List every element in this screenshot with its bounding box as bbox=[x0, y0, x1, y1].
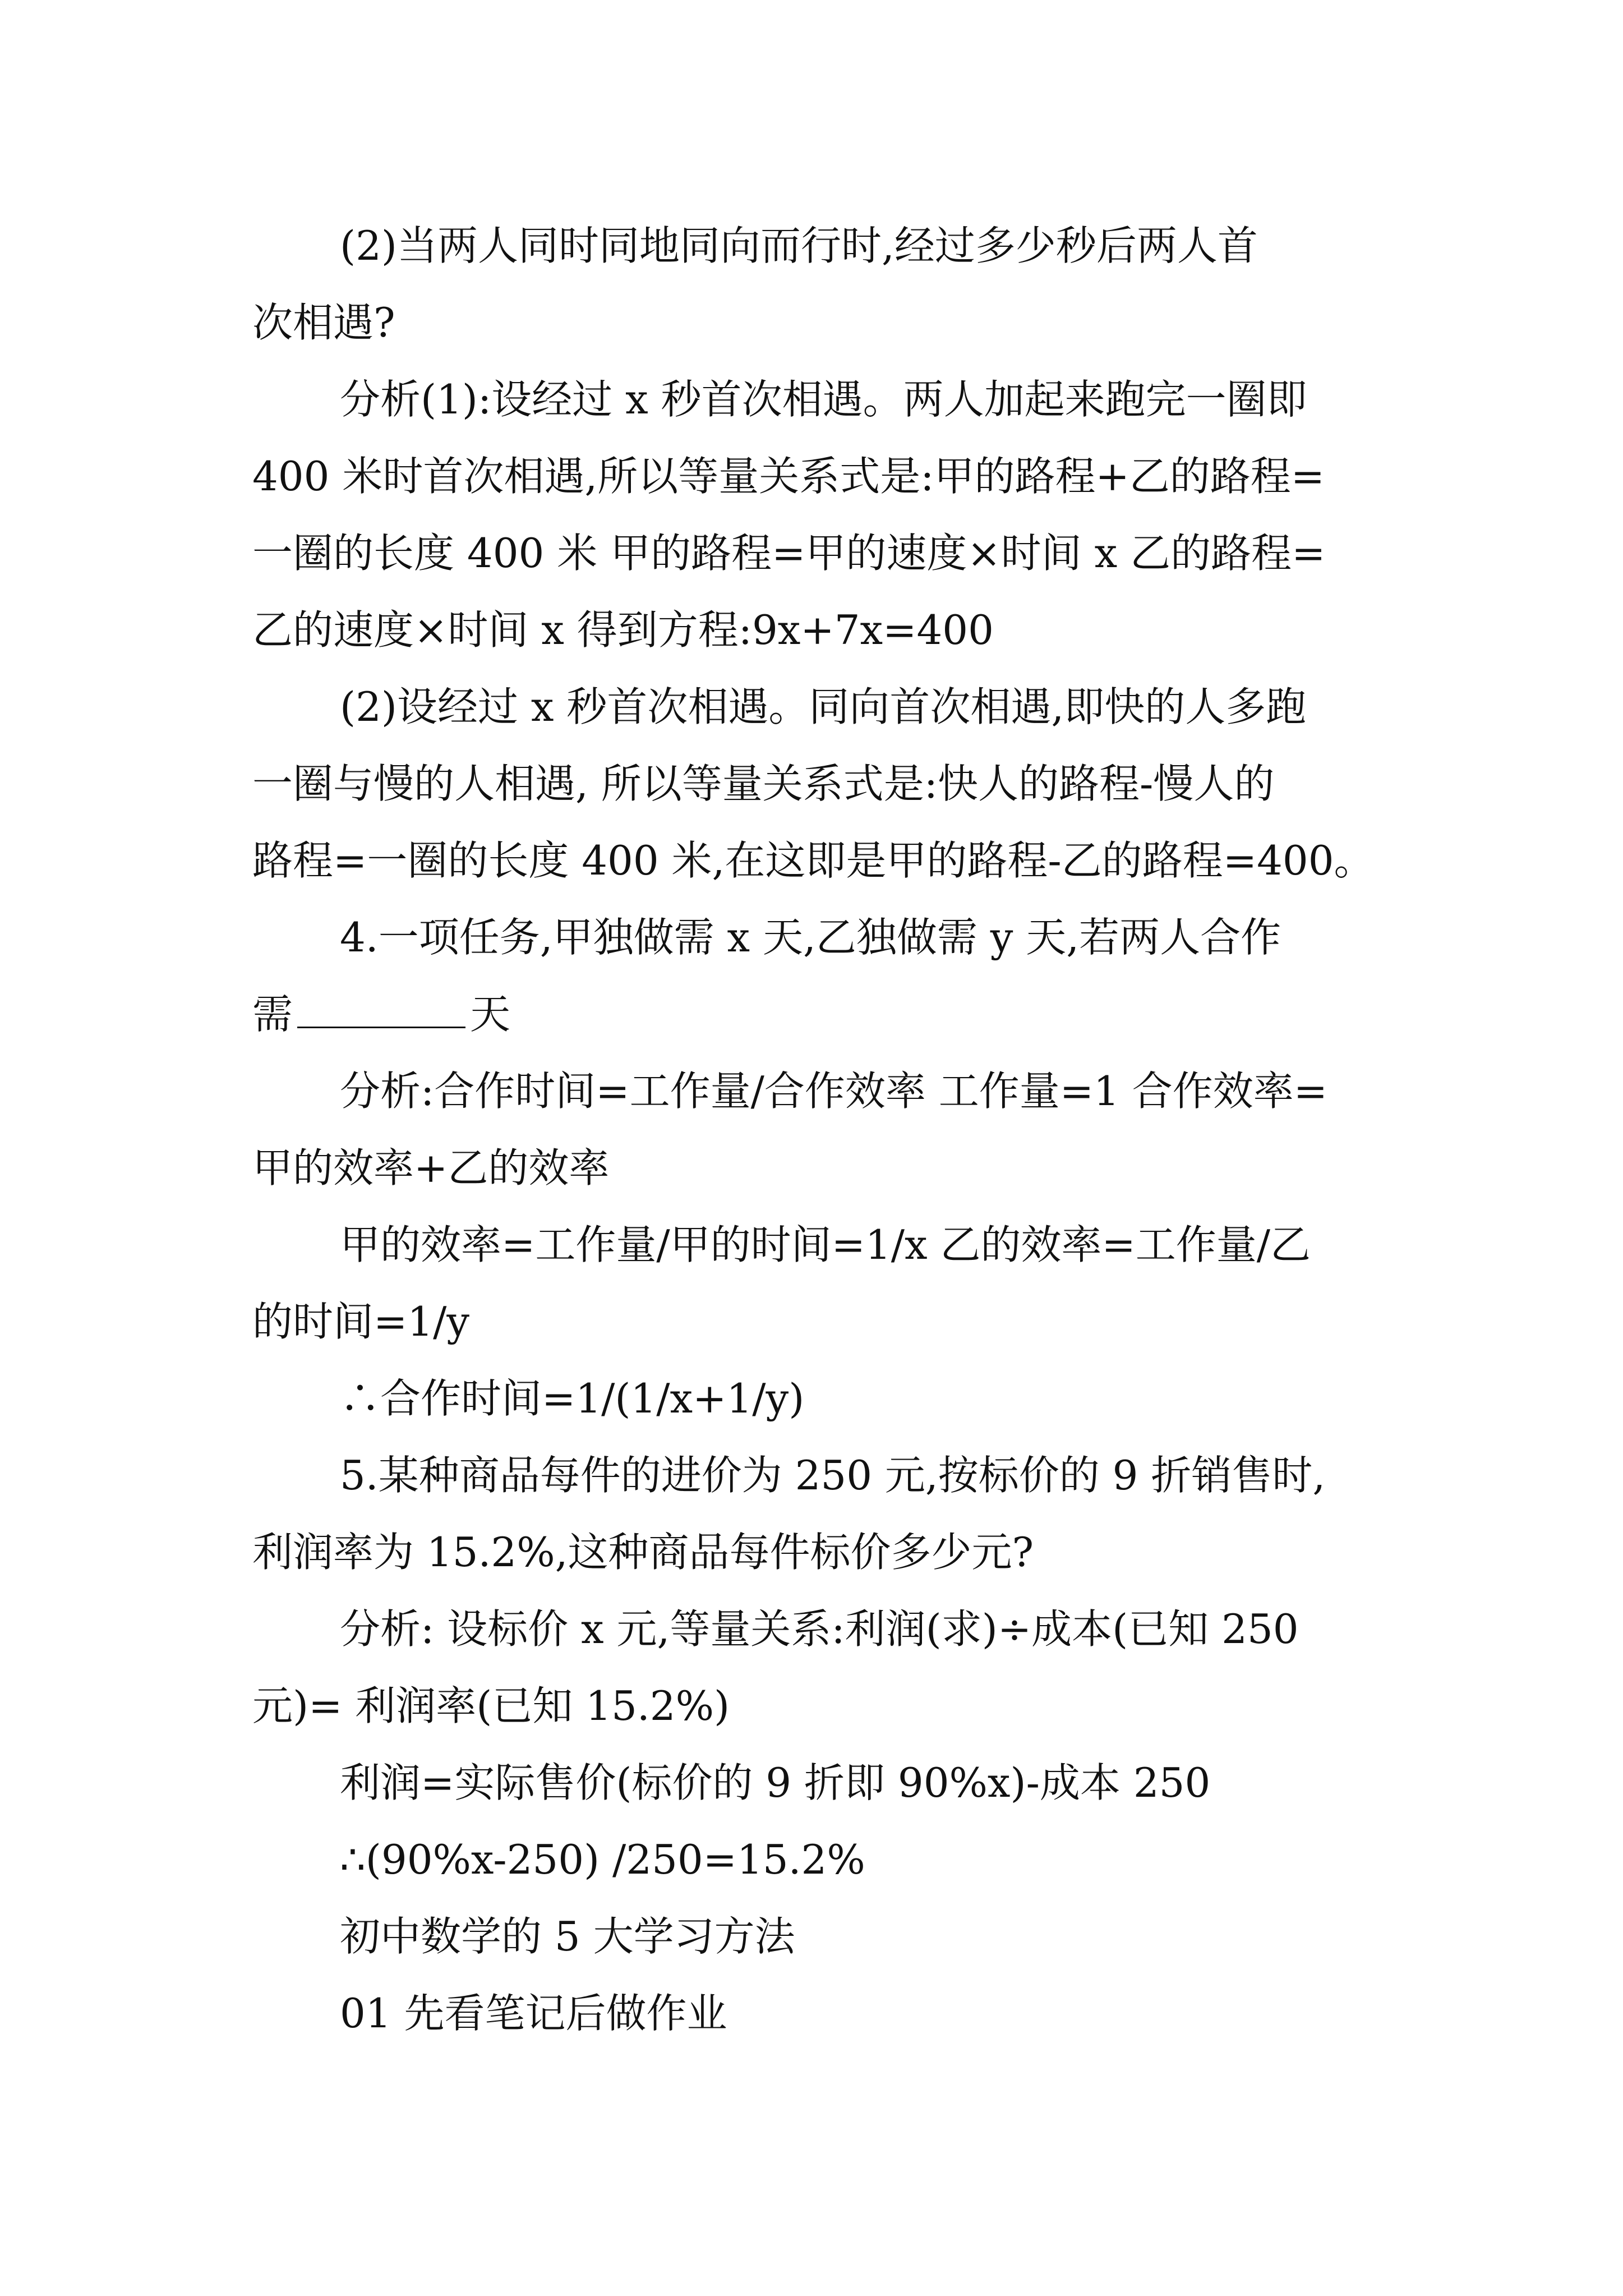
text-line: 4.一项任务,甲独做需 x 天,乙独做需 y 天,若两人合作 bbox=[340, 914, 1281, 961]
text-line: (2)当两人同时同地同向而行时,经过多少秒后两人首 bbox=[340, 222, 1258, 269]
text-line: 次相遇? bbox=[252, 299, 395, 346]
section-heading: 初中数学的 5 大学习方法 bbox=[340, 1913, 795, 1960]
subsection-heading: 01 先看笔记后做作业 bbox=[340, 1990, 727, 2037]
text-fragment: 天 bbox=[470, 991, 511, 1038]
text-line: 400 米时首次相遇,所以等量关系式是:甲的路程+乙的路程= bbox=[252, 453, 1325, 500]
text-line: 利润率为 15.2%,这种商品每件标价多少元? bbox=[252, 1529, 1034, 1576]
text-line: 一圈的长度 400 米 甲的路程=甲的速度×时间 x 乙的路程= bbox=[252, 530, 1326, 577]
text-line: 分析:合作时间=工作量/合作效率 工作量=1 合作效率= bbox=[340, 1068, 1328, 1115]
text-line: 乙的速度×时间 x 得到方程:9x+7x=400 bbox=[252, 606, 994, 654]
text-line: 的时间=1/y bbox=[252, 1298, 470, 1345]
text-line: (2)设经过 x 秒首次相遇。同向首次相遇,即快的人多跑 bbox=[340, 683, 1307, 730]
text-line: 元)= 利润率(已知 15.2%) bbox=[252, 1682, 730, 1729]
text-line: 甲的效率=工作量/甲的时间=1/x 乙的效率=工作量/乙 bbox=[340, 1221, 1311, 1268]
text-line-with-blank bbox=[252, 976, 1391, 1053]
text-line: 路程=一圈的长度 400 米,在这即是甲的路程-乙的路程=400。 bbox=[252, 837, 1375, 884]
text-line: 分析: 设标价 x 元,等量关系:利润(求)÷成本(已知 250 bbox=[340, 1605, 1299, 1653]
text-line: 甲的效率+乙的效率 bbox=[252, 1144, 610, 1191]
text-line: ∴合作时间=1/(1/x+1/y) bbox=[340, 1375, 805, 1422]
text-fragment: 需 bbox=[252, 991, 293, 1038]
text-line: ∴(90%x-250) /250=15.2% bbox=[340, 1836, 865, 1883]
text-line: 5.某种商品每件的进价为 250 元,按标价的 9 折销售时, bbox=[340, 1452, 1326, 1499]
text-line: 利润=实际售价(标价的 9 折即 90%x)-成本 250 bbox=[340, 1759, 1211, 1806]
document-body bbox=[252, 208, 1391, 2052]
text-line: 一圈与慢的人相遇, 所以等量关系式是:快人的路程-慢人的 bbox=[252, 760, 1275, 807]
text-line: 分析(1):设经过 x 秒首次相遇。两人加起来跑完一圈即 bbox=[340, 376, 1307, 423]
answer-blank bbox=[297, 990, 465, 1028]
